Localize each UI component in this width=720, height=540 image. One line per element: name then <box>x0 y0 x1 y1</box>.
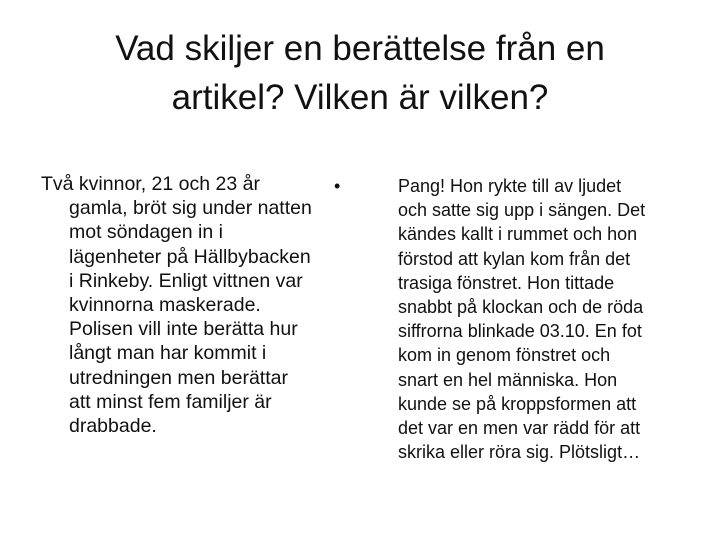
article-line: lägenheter på Hällbybacken <box>69 245 311 268</box>
article-line: Polisen vill inte berätta hur <box>69 318 298 341</box>
story-line: snabbt på klockan och de röda <box>398 297 644 318</box>
article-line: mot söndagen in i <box>69 221 223 244</box>
story-line: förstod att kylan kom från det <box>398 248 631 269</box>
story-line: kunde se på kroppsformen att <box>398 393 637 414</box>
bullet-icon: • <box>334 176 341 196</box>
article-line: Två kvinnor, 21 och 23 år <box>41 173 260 195</box>
article-line: i Rinkeby. Enligt vittnen var <box>69 269 303 292</box>
article-line: att minst fem familjer är <box>69 390 272 413</box>
article-line: utredningen men berättar <box>69 366 288 389</box>
story-line: Pang! Hon rykte till av ljudet <box>398 176 622 196</box>
title-line-1: Vad skiljer en berättelse från en <box>115 29 605 68</box>
story-line: trasiga fönstret. Hon tittade <box>398 272 615 293</box>
slide-title <box>40 24 680 122</box>
article-line: kvinnorna maskerade. <box>69 294 261 317</box>
story-line: skrika eller röra sig. Plötsligt… <box>398 442 641 463</box>
article-line: drabbade. <box>69 415 157 438</box>
article-line: långt man har kommit i <box>69 342 267 365</box>
story-line: kändes kallt i rummet och hon <box>398 224 638 245</box>
story-line: kom in genom fönstret och <box>398 345 611 366</box>
story-line: och satte sig upp i sängen. Det <box>398 200 646 221</box>
story-line: snart en hel människa. Hon <box>398 369 618 390</box>
story-text <box>334 174 700 464</box>
article-text <box>41 172 351 438</box>
article-line: gamla, bröt sig under natten <box>69 197 312 220</box>
title-line-2: artikel? Vilken är vilken? <box>171 78 549 117</box>
story-line: det var en men var rädd för att <box>398 418 641 439</box>
story-line: siffrorna blinkade 03.10. En fot <box>398 321 642 342</box>
